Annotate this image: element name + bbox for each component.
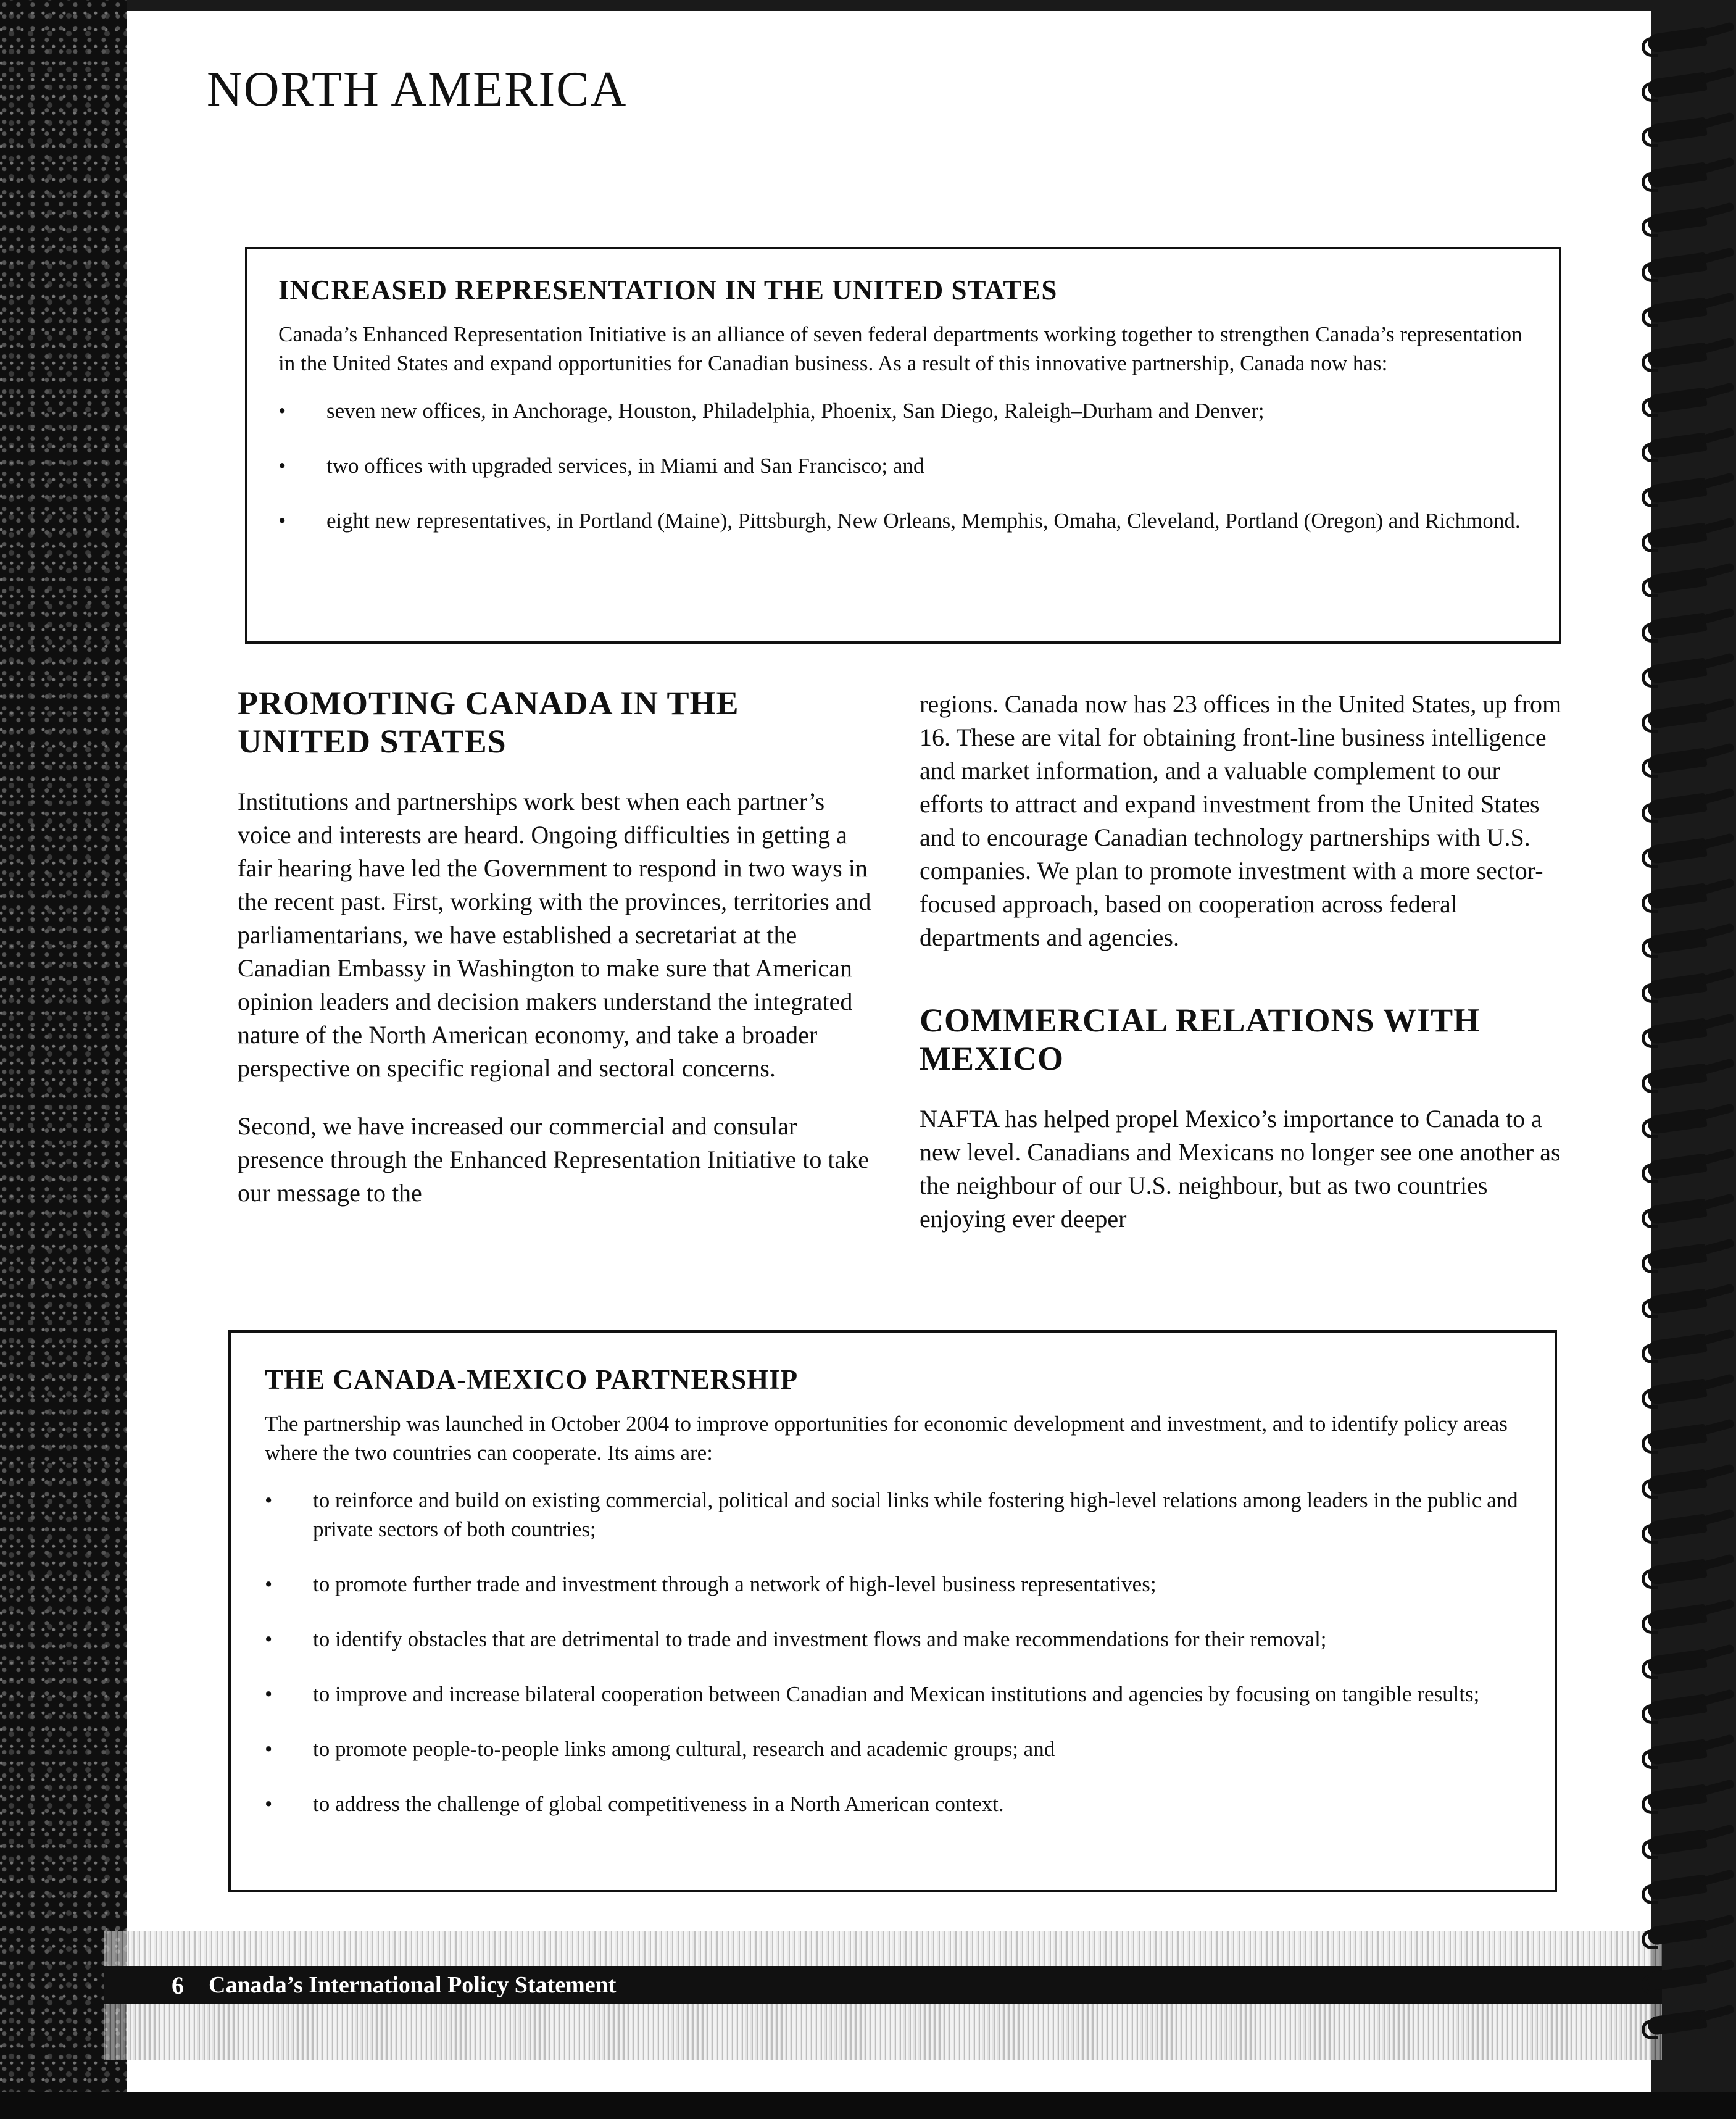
page-title: NORTH AMERICA: [207, 62, 628, 117]
left-column: [238, 684, 879, 1210]
spiral-coil: [1642, 205, 1734, 236]
footer-texture: [104, 2004, 1662, 2060]
spiral-coil: [1642, 791, 1734, 822]
spiral-coil: [1642, 1016, 1734, 1047]
spiral-coil: [1642, 1241, 1734, 1272]
publication-title: Canada’s International Policy Statement: [209, 1972, 617, 1998]
spiral-coil: [1642, 1557, 1734, 1588]
spiral-coil: [1642, 926, 1734, 957]
footer-texture: [104, 1931, 1662, 1966]
spiral-coil: [1642, 25, 1734, 56]
spiral-coil: [1642, 1917, 1734, 1948]
spiral-coil: [1642, 160, 1734, 191]
spiral-coil: [1642, 1692, 1734, 1723]
spiral-coil: [1642, 746, 1734, 776]
background-bottom: [0, 2092, 1736, 2119]
spiral-coil: [1642, 656, 1734, 686]
sidebar-box-us-representation: [245, 247, 1561, 644]
paragraph: NAFTA has helped propel Mexico’s importance to Canada to a new level. Canadians and Mexicans no longer see one another as the neighbour of our U.S. neighbour, but as two countries enjoying ever deeper: [920, 1105, 1561, 1233]
list-item: • to address the challenge of global competitiveness in a North American context.: [313, 1789, 1524, 1818]
spiral-coil: [1642, 1376, 1734, 1407]
spiral-coil: [1642, 610, 1734, 641]
background-texture: [0, 0, 127, 2119]
paragraph: regions. Canada now has 23 offices in the United States, up from 16. These are vital for obtaining front-line business intelligence and market information, and a valuable complement to our efforts to attract and expand investment from the United States and to encourage Canadian technology partnerships with U.S. companies. We plan to promote investment with a more sector-focused approach, based on cooperation across federal departments and agencies.: [920, 690, 1562, 951]
spiral-coil: [1642, 1827, 1734, 1858]
spiral-coil: [1642, 1872, 1734, 1903]
spiral-coil: [1642, 520, 1734, 551]
box-heading: INCREASED REPRESENTATION IN THE UNITED STATES: [278, 275, 1058, 306]
bullet-icon: •: [265, 1488, 273, 1512]
list-item: • to promote further trade and investment through a network of high-level business representatives;: [313, 1570, 1524, 1599]
spiral-binding: [1642, 25, 1736, 2086]
footer-bar: [104, 1966, 1662, 2004]
spiral-coil: [1642, 295, 1734, 326]
spiral-coil: [1642, 1467, 1734, 1497]
spiral-coil: [1642, 836, 1734, 867]
spiral-coil: [1642, 1422, 1734, 1452]
spiral-coil: [1642, 430, 1734, 461]
spiral-coil: [1642, 1151, 1734, 1182]
spiral-coil: [1642, 881, 1734, 912]
spiral-coil: [1642, 1782, 1734, 1813]
sidebar-box-canada-mexico: [228, 1330, 1557, 1892]
list-item: • to identify obstacles that are detrimental to trade and investment flows and make recommendations for their removal;: [313, 1625, 1524, 1654]
paragraph: Second, we have increased our commercial and consular presence through the Enhanced Representation Initiative to take our message to the: [238, 1112, 869, 1207]
right-column: [920, 688, 1564, 1236]
paragraph: Institutions and partnerships work best when each partner’s voice and interests are heard. Ongoing difficulties in getting a fair hearing have led the Government to respond in two ways in the recent past. First, working with the provinces, territories and parliamentarians, we have established a secretariat at the Canadian Embassy in Washington to make sure that American opinion leaders and decision makers understand the integrated nature of the North American economy, and take a broader perspective on specific regional and sectoral concerns.: [238, 788, 871, 1082]
spiral-coil: [1642, 1602, 1734, 1633]
spiral-coil: [1642, 1061, 1734, 1092]
bullet-icon: •: [278, 509, 286, 533]
spiral-coil: [1642, 1512, 1734, 1542]
spiral-coil: [1642, 250, 1734, 281]
box-intro: The partnership was launched in October 2004 to improve opportunities for economic development and investment, and to identify policy areas where the two countries can cooperate. Its aims are:: [265, 1412, 1508, 1465]
list-item: • to promote people-to-people links among cultural, research and academic groups; and: [313, 1734, 1524, 1763]
spiral-coil: [1642, 971, 1734, 1002]
spiral-coil: [1642, 70, 1734, 101]
bullet-list: [278, 396, 1525, 535]
bullet-icon: •: [265, 1627, 273, 1651]
section-heading: COMMERCIAL RELATIONS WITH MEXICO: [920, 1002, 1481, 1077]
bullet-icon: •: [265, 1682, 273, 1706]
bullet-icon: •: [278, 454, 286, 478]
spiral-coil: [1642, 1286, 1734, 1317]
spiral-coil: [1642, 1106, 1734, 1137]
bullet-icon: •: [265, 1737, 273, 1761]
list-item: • seven new offices, in Anchorage, Houston, Philadelphia, Phoenix, San Diego, Raleigh–Durham and Denver;: [326, 396, 1525, 425]
bullet-icon: •: [265, 1792, 273, 1816]
list-item: • to reinforce and build on existing commercial, political and social links while fostering high-level relations among leaders in the public and private sectors of both countries;: [313, 1486, 1524, 1544]
list-item: • to improve and increase bilateral cooperation between Canadian and Mexican institutions and agencies by focusing on tangible results;: [313, 1680, 1524, 1709]
list-item: • two offices with upgraded services, in Miami and San Francisco; and: [326, 451, 1525, 480]
list-item: • eight new representatives, in Portland (Maine), Pittsburgh, New Orleans, Memphis, Omaha, Cleveland, Portland (Oregon) and Richmond.: [326, 506, 1525, 535]
spiral-coil: [1642, 1196, 1734, 1227]
spiral-coil: [1642, 701, 1734, 731]
spiral-coil: [1642, 2007, 1734, 2038]
section-heading: PROMOTING CANADA IN THE UNITED STATES: [238, 685, 739, 760]
spiral-coil: [1642, 115, 1734, 146]
spiral-coil: [1642, 340, 1734, 371]
spiral-coil: [1642, 475, 1734, 506]
spiral-coil: [1642, 1647, 1734, 1678]
spiral-coil: [1642, 385, 1734, 416]
bullet-list: [265, 1486, 1524, 1818]
bullet-icon: •: [265, 1572, 273, 1596]
spiral-coil: [1642, 565, 1734, 596]
page-number: 6: [172, 1971, 184, 1999]
spiral-coil: [1642, 1737, 1734, 1768]
spiral-coil: [1642, 1331, 1734, 1362]
bullet-icon: •: [278, 399, 286, 423]
box-intro: Canada’s Enhanced Representation Initiative is an alliance of seven federal departments working together to strengthen Canada’s representation in the United States and expand opportunities for Canadian business. As a result of this innovative partnership, Canada now has:: [278, 322, 1522, 375]
box-heading: THE CANADA-MEXICO PARTNERSHIP: [265, 1364, 799, 1395]
spiral-coil: [1642, 1962, 1734, 1993]
